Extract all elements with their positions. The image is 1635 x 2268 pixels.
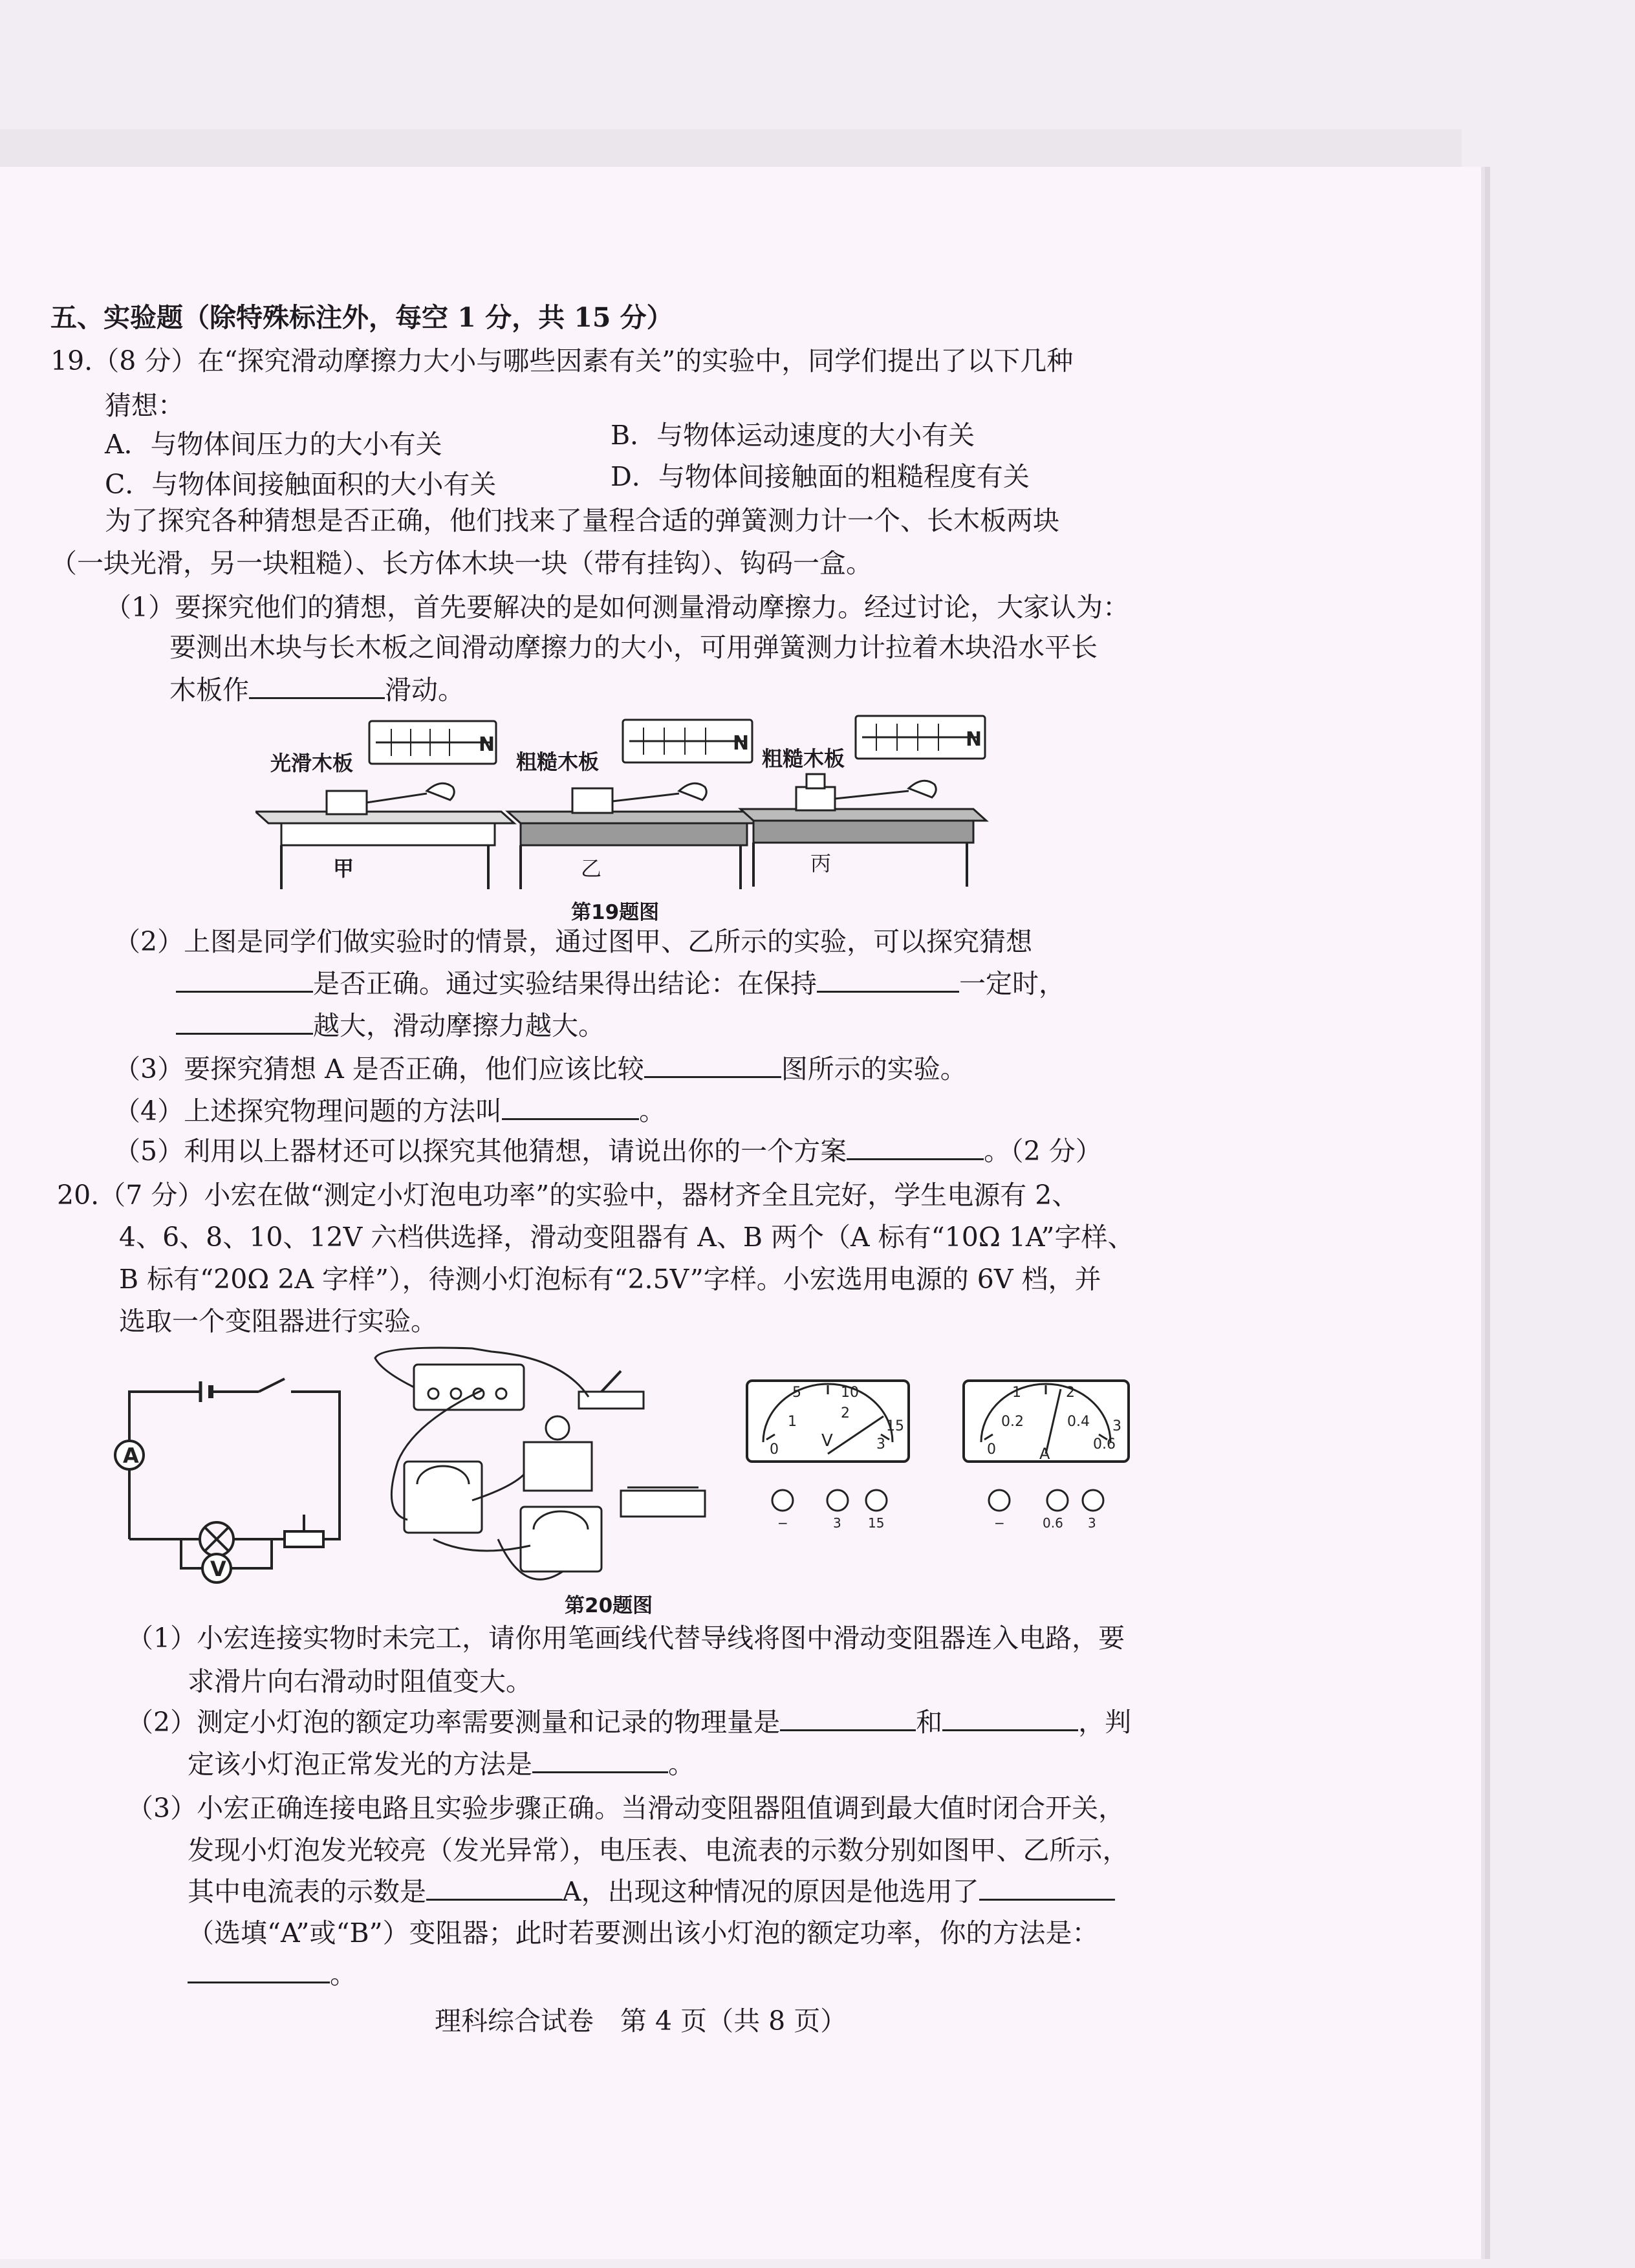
q20-part3-line3 [188,1877,1115,1907]
q19-part5 [114,1136,1102,1167]
q20-part2-line1 [127,1707,1131,1738]
q20-part3-line2: 发现小灯泡发光较亮（发光异常），电压表、电流表的示数分别如图甲、乙所示， [188,1835,1129,1866]
rheostat-symbol [285,1531,323,1547]
q19-option-c: C．与物体间接触面积的大小有关 [105,469,497,500]
voltmeter-dial [747,1381,909,1531]
table-yi [521,823,747,845]
v-terminal-3: 3 [833,1515,841,1531]
a-tick-2: 2 [1066,1385,1075,1401]
switch-lever [259,1379,285,1392]
voltmeter-symbol-label: V [210,1557,226,1581]
panel-jia [255,721,514,889]
voltmeter-device [521,1507,601,1571]
answer-blank[interactable] [817,991,959,993]
page-footer: 理科综合试卷 第 4 页（共 8 页） [435,2005,847,2036]
answer-blank[interactable] [249,697,385,699]
a-tick-0-4: 0.4 [1067,1414,1090,1430]
answer-blank[interactable] [502,1118,639,1120]
v-tick-2: 2 [841,1405,850,1421]
q19-part3-text-a: （3）要探究猜想 A 是否正确，他们应该比较 [114,1053,644,1085]
q20-part3-line5 [188,1960,356,1990]
q19-part4 [114,1096,666,1127]
board-rough-bing [741,809,986,821]
q19-part1-line1: （1）要探究他们的猜想，首先要解决的是如何测量滑动摩擦力。经过讨论，大家认为： [105,592,1130,623]
label-yi: 乙 [581,856,602,881]
q19-para-line2: （一块光滑，另一块粗糙）、长方体木块一块（带有挂钩）、钩码一盒。 [50,548,872,579]
wood-block-yi [572,788,612,813]
q20-part3-text-c: 。 [330,1959,356,1990]
a-terminal-neg: − [994,1515,1005,1531]
v-tick-10: 10 [841,1385,859,1401]
v-tick-0: 0 [770,1442,779,1458]
board-label-smooth: 光滑木板 [270,751,354,775]
hand-bing [909,781,936,797]
hand-yi [679,783,706,800]
q20-part3-text-a: 其中电流表的示数是 [188,1876,426,1907]
q20-part3-line4: （选填“A”或“B”）变阻器；此时若要测出该小灯泡的额定功率，你的方法是： [188,1917,1099,1949]
rheostat-device [621,1491,705,1517]
a-tick-0-2: 0.2 [1001,1414,1024,1430]
physical-circuit [375,1348,705,1579]
q20-part2-text-e: 。 [668,1749,695,1780]
answer-blank[interactable] [188,1982,330,1983]
q20-intro-line1: 20.（7 分）小宏在做“测定小灯泡电功率”的实验中，器材齐全且完好，学生电源有 2、 [57,1180,1079,1211]
q20-part1-line1: （1）小宏连接实物时未完工，请你用笔画线代替导线将图中滑动变阻器连入电路，要 [127,1623,1125,1654]
q19-option-d: D．与物体间接触面的粗糙程度有关 [611,461,1030,492]
q19-part2-line1: （2）上图是同学们做实验时的情景，通过图甲、乙所示的实验，可以探究猜想 [114,926,1033,957]
answer-blank[interactable] [176,991,313,993]
table-bing [753,821,973,843]
v-tick-1: 1 [788,1414,797,1430]
v-terminal-15: 15 [868,1515,885,1531]
q20-part2-text-d: 定该小灯泡正常发光的方法是 [188,1749,532,1780]
hook-weight-bing [807,774,825,788]
v-tick-5: 5 [792,1385,801,1401]
knife-switch [579,1392,644,1409]
answer-blank[interactable] [426,1899,562,1901]
q20-figure [110,1345,1158,1597]
v-tick-15: 15 [886,1418,904,1434]
q20-part2-text-c: ，判 [1078,1707,1132,1738]
answer-blank[interactable] [979,1899,1115,1901]
bulb [546,1416,569,1440]
ammeter-device [404,1462,482,1533]
q20-intro-line4: 选取一个变阻器进行实验。 [119,1306,437,1337]
a-terminal-3: 3 [1088,1515,1096,1531]
circuit-diagram [129,1379,340,1568]
voltmeter-symbol-circle [202,1554,231,1582]
board-label-rough-bing: 粗糙木板 [762,746,845,771]
q20-intro-line2: 4、6、8、10、12V 六档供选择，滑动变阻器有 A、B 两个（A 标有“10Ω 1A”字样、 [119,1222,1134,1253]
q20-part2-text-a: （2）测定小灯泡的额定功率需要测量和记录的物理量是 [127,1707,781,1738]
label-bing: 丙 [810,851,832,876]
a-tick-0-6: 0.6 [1093,1436,1116,1453]
q19-para-line1: 为了探究各种猜想是否正确，他们找来了量程合适的弹簧测力计一个、长木板两块 [105,505,1059,536]
q19-part1-line2: 要测出木块与长木板之间滑动摩擦力的大小，可用弹簧测力计拉着木块沿水平长 [169,632,1098,663]
q19-part3-text-b: 图所示的实验。 [781,1053,967,1085]
ammeter-unit: A [1039,1445,1050,1463]
answer-blank[interactable] [847,1158,984,1160]
q19-part2-text-b: 一定时， [959,968,1065,999]
q19-part5-text-b: 。（2 分） [984,1136,1102,1167]
wood-block-bing [796,787,835,810]
label-jia: 甲 [333,856,354,881]
q20-part2-line2 [188,1749,695,1780]
q19-part2-text-a: 是否正确。通过实验结果得出结论：在保持 [313,968,817,999]
a-tick-0: 0 [987,1442,996,1458]
answer-blank[interactable] [780,1729,916,1731]
q19-option-b: B．与物体运动速度的大小有关 [611,420,975,451]
voltmeter-unit: V [821,1431,833,1451]
q19-intro-line2: 猜想： [105,390,184,421]
q19-option-a: A．与物体间压力的大小有关 [105,429,442,460]
q19-part2-line2 [176,969,1065,999]
q19-figure [255,715,999,912]
answer-blank[interactable] [644,1076,781,1078]
wood-block-jia [327,791,367,814]
power-supply [414,1365,524,1410]
q19-part1-text-b: 滑动。 [385,675,464,706]
ammeter-dial [964,1381,1129,1531]
svg-text:N: N [479,733,495,756]
q20-figure-caption: 第20题图 [565,1594,653,1617]
svg-text:N: N [966,728,982,751]
hand-jia [427,783,454,800]
q20-part1-line2: 求滑片向右滑动时阻值变大。 [188,1666,532,1697]
answer-blank[interactable] [176,1033,313,1035]
q19-part3 [114,1054,967,1085]
v-tick-3: 3 [876,1436,885,1453]
a-tick-3: 3 [1112,1418,1121,1434]
q19-part1-line3 [169,675,464,706]
answer-blank[interactable] [942,1729,1078,1731]
q19-figure-caption: 第19题图 [571,901,660,924]
q19-part4-text-a: （4）上述探究物理问题的方法叫 [114,1096,503,1127]
section-heading: 五、实验题（除特殊标注外，每空 1 分，共 15 分） [50,302,673,333]
lamp-holder [524,1442,592,1491]
q19-part4-text-b: 。 [639,1096,666,1127]
v-terminal-neg: − [777,1515,788,1531]
board-label-rough-yi: 粗糙木板 [516,750,600,774]
panel-bing [741,716,986,887]
q19-part2-line3 [176,1011,605,1041]
a-tick-1: 1 [1012,1385,1021,1401]
q19-part2-text-c: 越大，滑动摩擦力越大。 [313,1010,605,1041]
board-rough-yi [508,812,766,823]
svg-text:N: N [733,732,750,755]
q19-intro-line1: 19.（8 分）在“探究滑动摩擦力大小与哪些因素有关”的实验中，同学们提出了以下几种 [50,345,1074,376]
q19-part1-text-a: 木板作 [169,675,249,706]
ammeter-symbol-circle [115,1441,144,1469]
board-smooth [255,812,514,823]
a-terminal-0-6: 0.6 [1043,1515,1063,1531]
q20-part3-text-b: A，出现这种情况的原因是他选用了 [562,1876,979,1907]
q20-part3-line1: （3）小宏正确连接电路且实验步骤正确。当滑动变阻器阻值调到最大值时闭合开关， [127,1793,1125,1824]
table-jia [281,823,495,845]
q20-part2-text-b: 和 [916,1707,943,1738]
ammeter-symbol-label: A [123,1443,139,1468]
scan-top-edge [0,129,1462,168]
answer-blank[interactable] [532,1771,668,1773]
q19-part5-text-a: （5）利用以上器材还可以探究其他猜想，请说出你的一个方案 [114,1136,847,1167]
q20-intro-line3: B 标有“20Ω 2A 字样”），待测小灯泡标有“2.5V”字样。小宏选用电源的 6V 档，并 [119,1264,1101,1295]
